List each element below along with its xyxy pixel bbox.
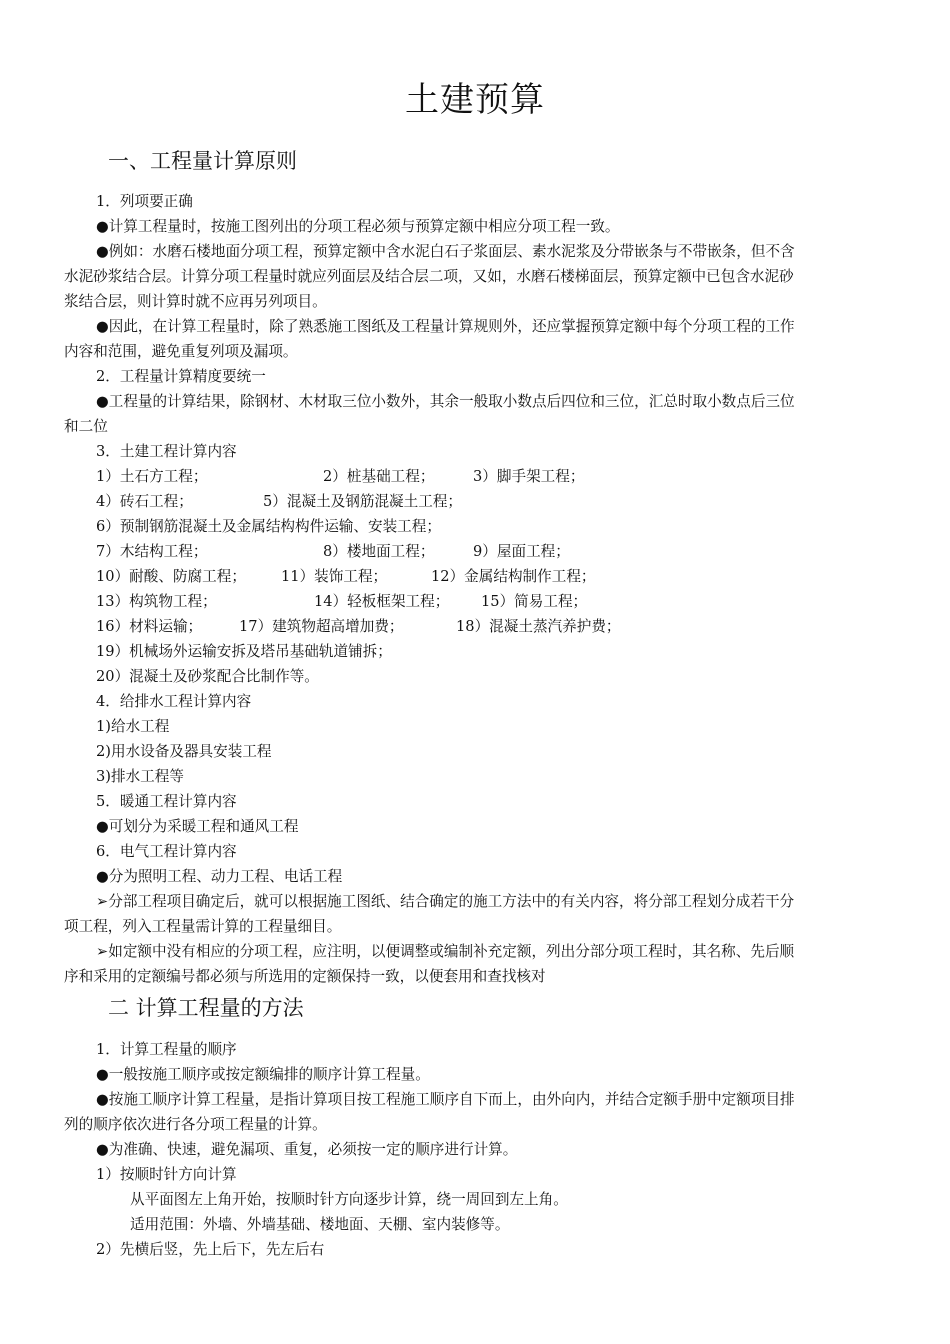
- section2-heading: 二 计算工程量的方法: [108, 996, 304, 1020]
- paragraph-line: 和二位: [64, 418, 108, 435]
- item-19: 19）机械场外运输安拆及塔吊基础轨道铺拆；: [96, 643, 392, 660]
- bullet-icon: ●: [96, 243, 109, 260]
- bullet-icon: ●: [96, 818, 109, 835]
- list-item: [96, 865, 936, 890]
- items-row: [96, 540, 936, 565]
- paragraph-line: 序和采用的定额编号都必须与所选用的定额保持一致，以便套用和查找核对: [64, 968, 546, 985]
- list-item: [96, 1088, 936, 1113]
- bullet-text: 为准确、快速，避免漏项、重复，必须按一定的顺序进行计算。: [108, 1141, 518, 1158]
- items-row: [96, 565, 936, 590]
- arrow-icon: ➢: [96, 893, 109, 910]
- p3-title: 3．土建工程计算内容: [96, 443, 237, 460]
- bullet-text: 例如：水磨石楼地面分项工程，预算定额中含水泥白石子浆面层、素水泥浆及分带嵌条与不带嵌条，但不含: [108, 243, 795, 260]
- list-item: [96, 940, 936, 965]
- paragraph-line: 浆结合层，则计算时就不应再另列项目。: [64, 293, 327, 310]
- item-9: 9）屋面工程；: [473, 543, 570, 560]
- s2-sub2-title: 2）先横后竖，先上后下，先左后右: [96, 1241, 325, 1258]
- arrow-text: 如定额中没有相应的分项工程，应注明，以便调整或编制补充定额，列出分部分项工程时，其名称、先后顺: [108, 943, 795, 960]
- bullet-text: 分为照明工程、动力工程、电话工程: [108, 868, 343, 885]
- list-item: [96, 240, 936, 265]
- item-2: 2）桩基础工程；: [323, 468, 435, 485]
- bullet-icon: ●: [96, 1091, 109, 1108]
- bullet-icon: ●: [96, 318, 109, 335]
- paragraph-line: 项工程，列入工程量需计算的工程量细目。: [64, 918, 342, 935]
- paragraph-line: 水泥砂浆结合层。计算分项工程量时就应列面层及结合层二项，又如，水磨石楼梯面层，预算定额中已包含水泥砂: [64, 268, 794, 285]
- paragraph-line: 从平面图左上角开始，按顺时针方向逐步计算，绕一周回到左上角。: [130, 1191, 568, 1208]
- items-row: [96, 615, 936, 640]
- list-item: 3)排水工程等: [96, 768, 184, 785]
- p2-title: 2．工程量计算精度要统一: [96, 368, 266, 385]
- bullet-text: 工程量的计算结果，除钢材、木材取三位小数外，其余一般取小数点后四位和三位，汇总时取小数点后三位: [108, 393, 795, 410]
- item-8: 8）楼地面工程；: [323, 543, 435, 560]
- list-item: 2)用水设备及器具安装工程: [96, 743, 272, 760]
- bullet-text: 一般按施工顺序或按定额编排的顺序计算工程量。: [108, 1066, 430, 1083]
- paragraph-line: 适用范围：外墙、外墙基础、楼地面、天棚、室内装修等。: [130, 1216, 510, 1233]
- item-6: 6）预制钢筋混凝土及金属结构构件运输、安装工程；: [96, 518, 441, 535]
- list-item: [96, 315, 936, 340]
- items-row: [96, 590, 936, 615]
- item-15: 15）简易工程；: [481, 593, 588, 610]
- p4-title: 4．给排水工程计算内容: [96, 693, 252, 710]
- item-20: 20）混凝土及砂浆配合比制作等。: [96, 668, 319, 685]
- s2-sub1-title: 1）按顺时针方向计算: [96, 1166, 237, 1183]
- item-3: 3）脚手架工程；: [473, 468, 585, 485]
- p6-title: 6．电气工程计算内容: [96, 843, 237, 860]
- item-1: 1）土石方工程；: [96, 468, 208, 485]
- items-row: [96, 465, 936, 490]
- bullet-icon: ●: [96, 218, 109, 235]
- items-row: [96, 515, 936, 540]
- list-item: [96, 815, 936, 840]
- arrow-text: 分部工程项目确定后，就可以根据施工图纸、结合确定的施工方法中的有关内容，将分部工程划分成若干分: [108, 893, 795, 910]
- p5-title: 5．暖通工程计算内容: [96, 793, 237, 810]
- item-16: 16）材料运输；: [96, 618, 203, 635]
- item-17: 17）建筑物超高增加费；: [239, 618, 404, 635]
- bullet-icon: ●: [96, 1141, 109, 1158]
- bullet-text: 可划分为采暖工程和通风工程: [108, 818, 299, 835]
- bullet-icon: ●: [96, 868, 109, 885]
- s2-p1-title: 1．计算工程量的顺序: [96, 1041, 237, 1058]
- list-item: [96, 890, 936, 915]
- items-row: [96, 490, 936, 515]
- items-row: [96, 640, 936, 665]
- list-item: [96, 1063, 936, 1088]
- list-item: [96, 215, 936, 240]
- paragraph-line: 列的顺序依次进行各分项工程量的计算。: [64, 1116, 327, 1133]
- item-10: 10）耐酸、防腐工程；: [96, 568, 246, 585]
- list-item: [96, 1138, 936, 1163]
- item-5: 5）混凝土及钢筋混凝土工程；: [263, 493, 463, 510]
- bullet-text: 因此，在计算工程量时，除了熟悉施工图纸及工程量计算规则外，还应掌握预算定额中每个分项工程的工作: [108, 318, 795, 335]
- document-title: 土建预算: [405, 80, 545, 120]
- list-item: [96, 390, 936, 415]
- item-4: 4）砖石工程；: [96, 493, 193, 510]
- bullet-icon: ●: [96, 1066, 109, 1083]
- p1-title: 1．列项要正确: [96, 193, 193, 210]
- item-18: 18）混凝土蒸汽养护费；: [456, 618, 621, 635]
- bullet-icon: ●: [96, 393, 109, 410]
- item-12: 12）金属结构制作工程；: [431, 568, 596, 585]
- items-row: [96, 665, 936, 690]
- list-item: 1)给水工程: [96, 718, 170, 735]
- item-7: 7）木结构工程；: [96, 543, 208, 560]
- bullet-text: 计算工程量时，按施工图列出的分项工程必须与预算定额中相应分项工程一致。: [108, 218, 620, 235]
- bullet-text: 按施工顺序计算工程量，是指计算项目按工程施工顺序自下而上，由外向内，并结合定额手册中定额项目排: [108, 1091, 795, 1108]
- item-13: 13）构筑物工程；: [96, 593, 217, 610]
- arrow-icon: ➢: [96, 943, 109, 960]
- section1-heading: 一、工程量计算原则: [108, 149, 297, 173]
- item-14: 14）轻板框架工程；: [314, 593, 450, 610]
- item-11: 11）装饰工程；: [281, 568, 388, 585]
- paragraph-line: 内容和范围，避免重复列项及漏项。: [64, 343, 298, 360]
